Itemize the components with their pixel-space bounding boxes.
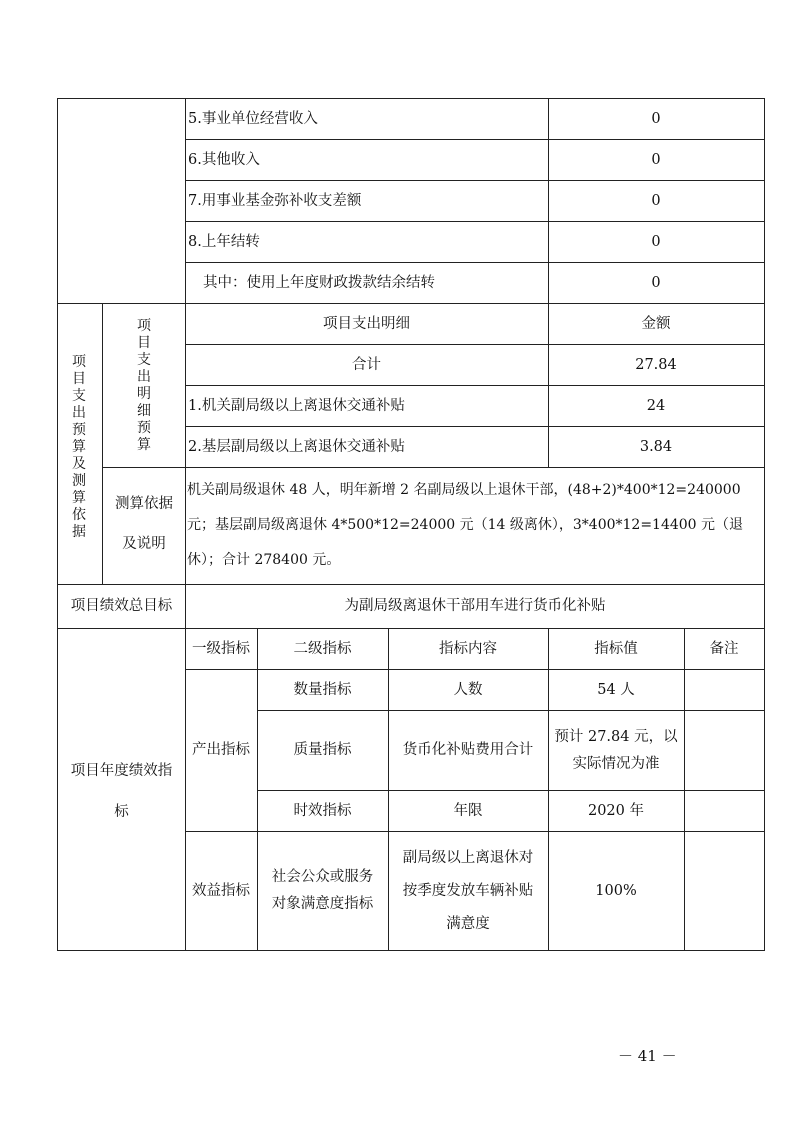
income-value: 0 (651, 274, 661, 291)
output-indicator-label: 产出指标 (192, 742, 250, 759)
rule (684, 628, 685, 950)
basis-text: 元；基层副局级离退休 4*500*12=24000 元（14 级离休），3*400*12=14400 元（退 (187, 517, 744, 533)
income-label: 5.事业单位经营收入 (188, 110, 318, 127)
quality-name: 质量指标 (293, 742, 352, 759)
rule (764, 98, 765, 951)
rule (185, 467, 186, 584)
indicator-header: 指标值 (594, 640, 638, 657)
quality-content: 货币化补贴费用合计 (402, 742, 534, 759)
benefit-indicator-label: 效益指标 (192, 882, 250, 899)
satisfaction-content-line: 副局级以上离退休对 (402, 849, 534, 866)
income-label: 8.上年结转 (188, 233, 260, 250)
income-label: 7.用事业基金弥补收支差额 (188, 192, 362, 209)
quality-value-line: 实际情况为准 (572, 755, 660, 772)
indicator-header: 一级指标 (192, 640, 250, 657)
timeliness-name: 时效指标 (293, 802, 352, 819)
basis-label: 及说明 (122, 535, 166, 552)
income-value: 0 (651, 110, 661, 127)
quality-value (548, 711, 684, 790)
satisfaction-content (388, 832, 548, 950)
indicator-header: 二级指标 (293, 640, 352, 657)
indicator-section-label: 项目年度绩效指 (70, 762, 173, 779)
satisfaction-name-line: 对象满意度指标 (271, 896, 374, 912)
income-value: 0 (651, 192, 661, 209)
goal-text: 为副局级离退休干部用车进行货币化补贴 (344, 598, 606, 615)
timeliness-value: 2020 年 (587, 802, 644, 819)
expense-value: 3.84 (639, 438, 673, 455)
income-value: 0 (651, 233, 661, 250)
satisfaction-content-line: 满意度 (446, 915, 490, 932)
satisfaction-name (257, 832, 388, 950)
quantity-content: 人数 (453, 681, 483, 698)
satisfaction-value: 100% (595, 882, 637, 899)
rule (57, 950, 765, 951)
indicator-section-label: 标 (114, 803, 129, 820)
expense-label: 2.基层副局级以上离退休交通补贴 (188, 438, 405, 455)
indicator-header: 指标内容 (439, 640, 497, 657)
income-label: 其中：使用上年度财政拨款结余结转 (203, 274, 435, 291)
indicator-header: 备注 (709, 640, 739, 657)
expense-header-amount: 金额 (641, 315, 671, 332)
expense-label: 1.机关副局级以上离退休交通补贴 (188, 397, 405, 414)
satisfaction-content-line: 按季度发放车辆补贴 (402, 882, 534, 899)
quality-value-line: 预计 27.84 元，以 (554, 728, 678, 745)
income-label: 6.其他收入 (188, 151, 260, 168)
basis-label: 测算依据 (115, 495, 173, 512)
timeliness-content: 年限 (453, 802, 483, 819)
quantity-value: 54 人 (597, 681, 635, 698)
page-number: － 41 － (618, 1047, 677, 1065)
quantity-name: 数量指标 (293, 681, 352, 698)
satisfaction-name-line: 社会公众或服务 (271, 869, 374, 885)
income-value: 0 (651, 151, 661, 168)
expense-detail-label: 项目支出明细预算 (137, 318, 151, 453)
expense-header-item: 项目支出明细 (323, 315, 410, 332)
expense-outer-label: 项目支出预算及测算依据 (72, 354, 86, 540)
goal-label: 项目绩效总目标 (70, 598, 173, 615)
basis-text: 休）；合计 278400 元。 (187, 552, 341, 568)
expense-value: 27.84 (635, 356, 677, 373)
rule (102, 467, 765, 468)
basis-text: 机关副局级退休 48 人，明年新增 2 名副局级以上退休干部，(48+2)*400*12=240000 (187, 482, 741, 498)
expense-value: 24 (646, 397, 666, 414)
expense-label: 合计 (352, 356, 381, 373)
